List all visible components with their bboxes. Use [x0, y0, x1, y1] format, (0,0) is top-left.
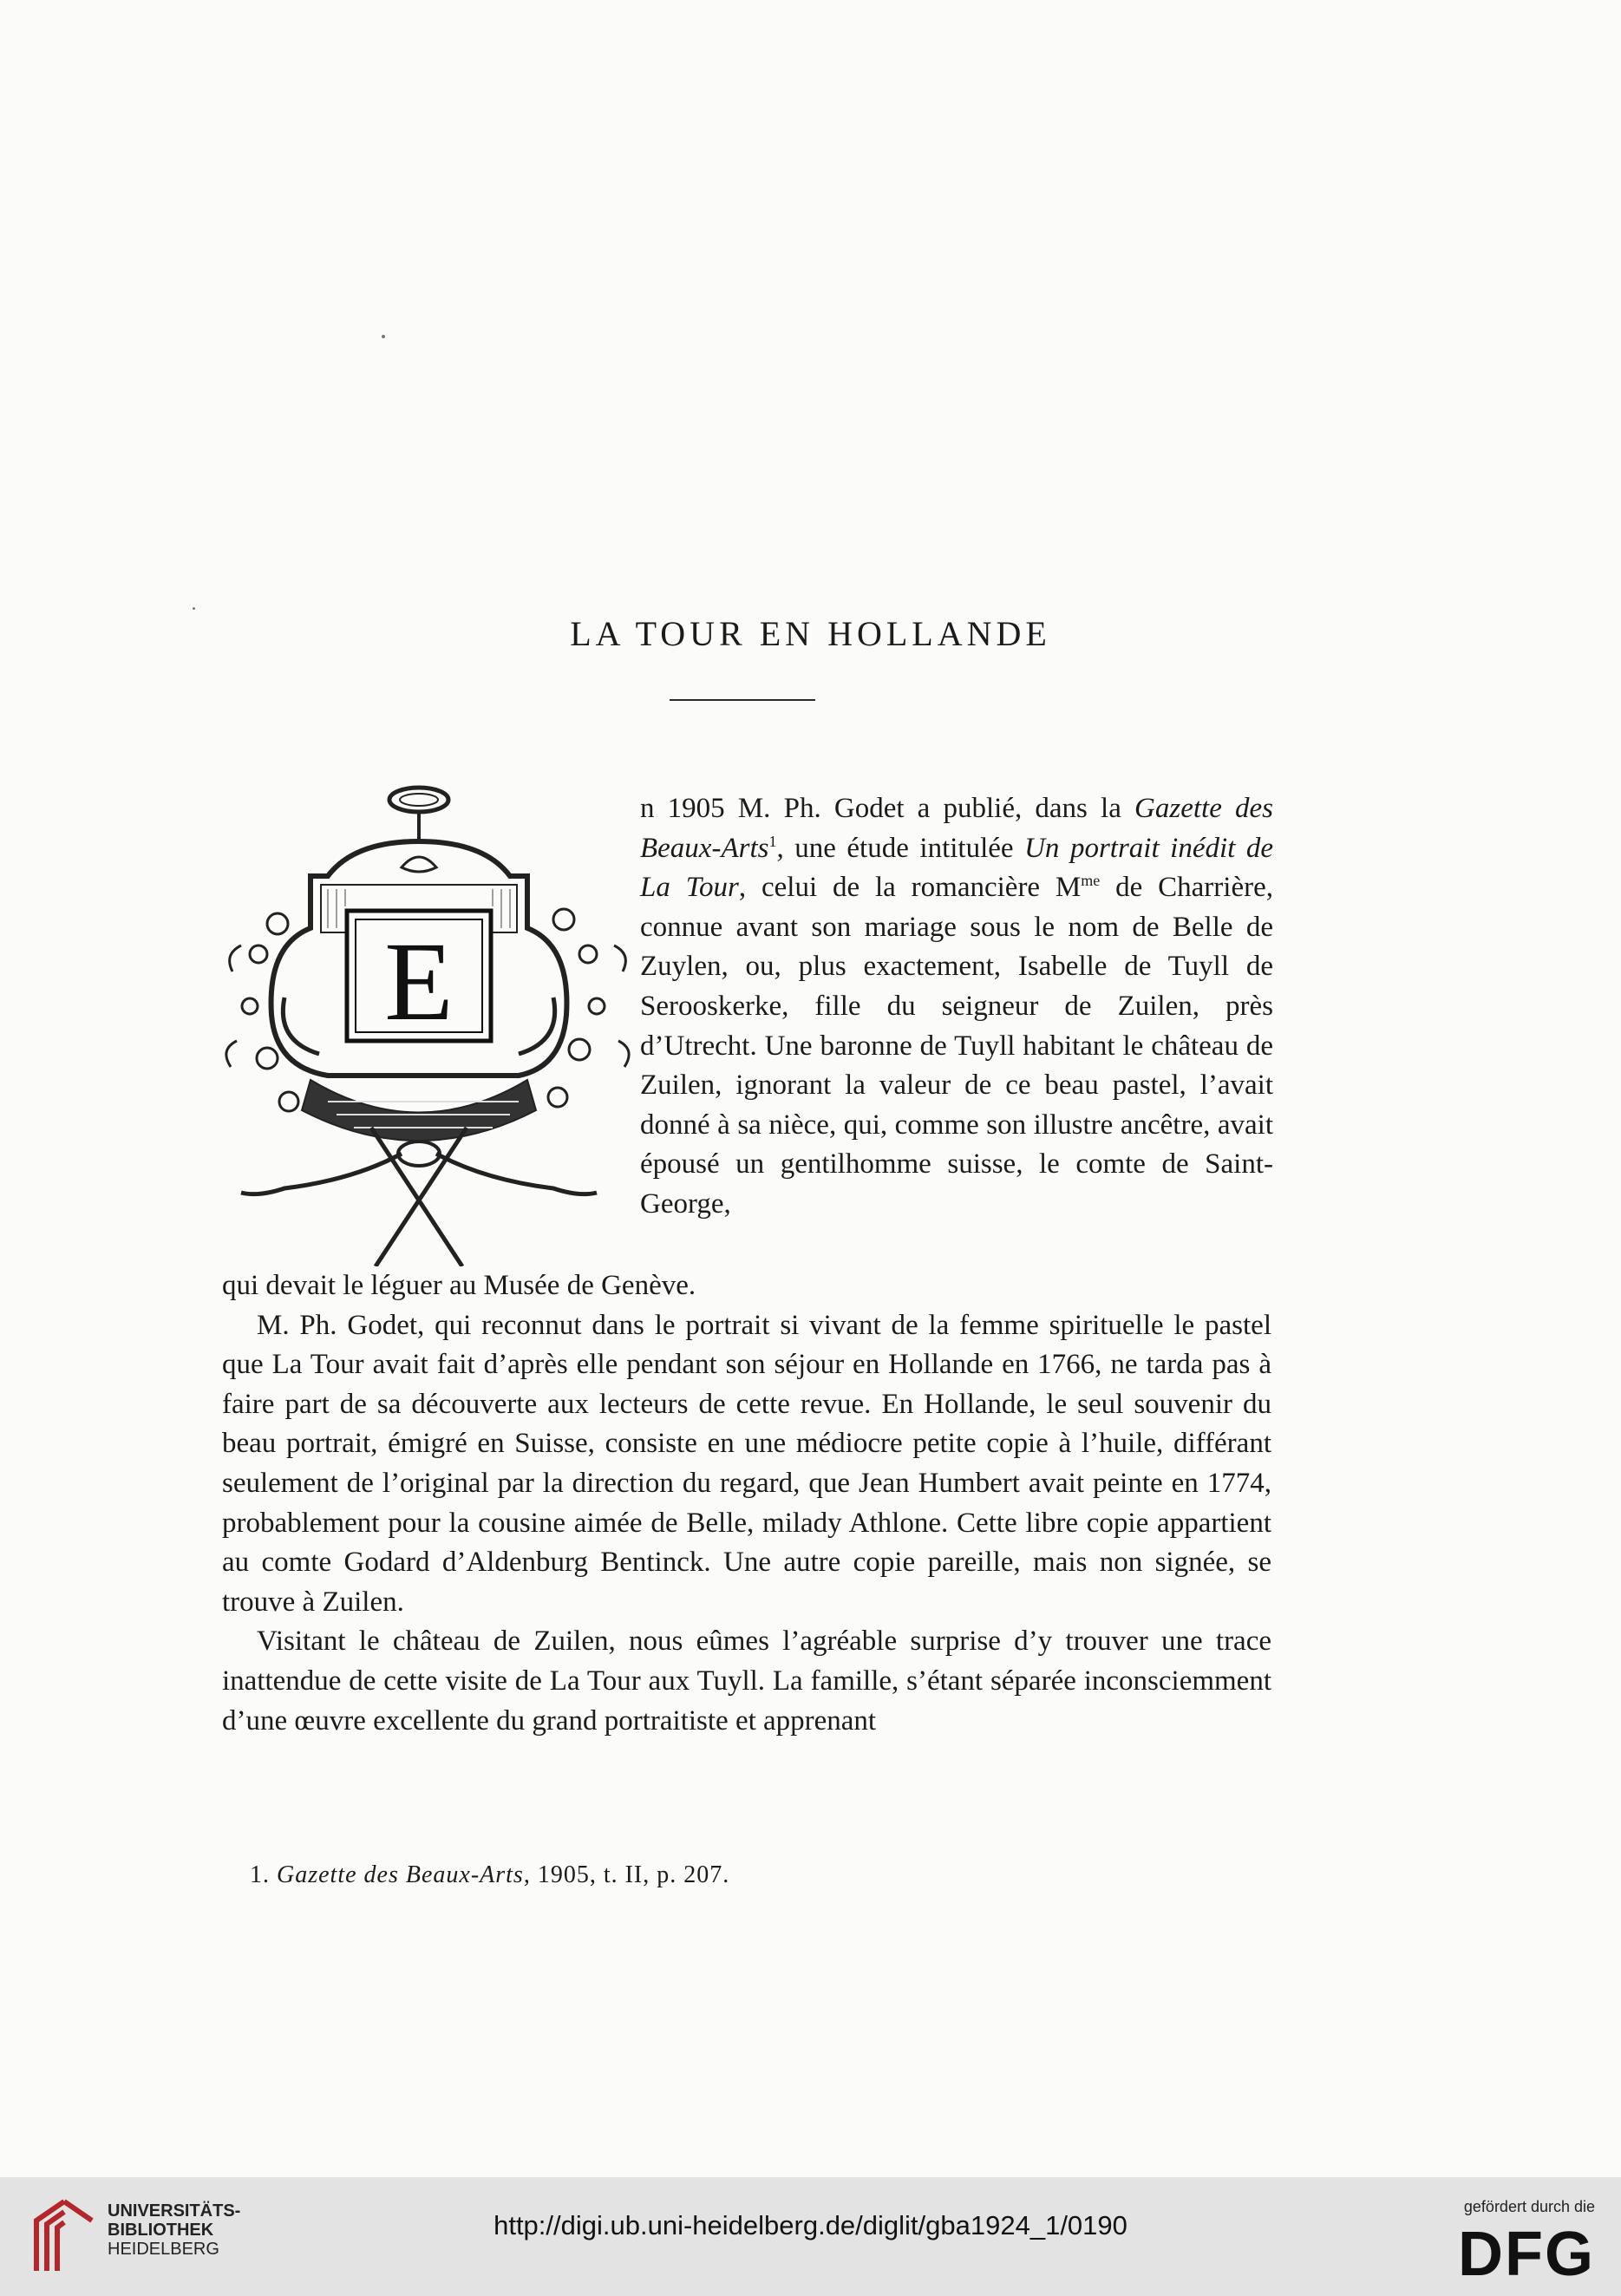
journal-title-italic: Gazette des Beaux-Arts — [640, 793, 1274, 864]
footnote-ref[interactable]: 1 — [768, 832, 777, 850]
paper-speck — [382, 335, 385, 338]
madame-superscript: me — [1081, 872, 1101, 890]
first-paragraph-mid: , une étude intitulée — [776, 832, 1025, 864]
body-text — [222, 1266, 1271, 1741]
drop-cap-letter: E — [384, 919, 454, 1044]
ornamental-initial — [224, 781, 631, 1266]
paper-speck — [193, 607, 195, 610]
dfg-logo[interactable]: DFG — [1458, 2220, 1595, 2289]
library-name-line-3: HEIDELBERG — [108, 2240, 219, 2259]
library-name-line-2: BIBLIOTHEK — [108, 2221, 214, 2240]
first-paragraph — [640, 789, 1273, 1225]
funding-note: gefördert durch die — [1463, 2198, 1595, 2215]
first-paragraph-continuation: qui devait le léguer au Musée de Genève. — [222, 1270, 696, 1301]
paragraph-3: Visitant le château de Zuilen, nous eûmes l’agréable surprise d’y trouver une trace inattendue de cette visite de La Tour aux Tuyll. La famille, s’étant séparée inconsciemment d’une œuvre excellente du grand portraitiste et apprenant — [222, 1626, 1271, 1737]
footnote-rest: , 1905, t. II, p. 207. — [523, 1861, 730, 1888]
title-rule — [670, 699, 815, 701]
permalink-url[interactable]: http://digi.ub.uni-heidelberg.de/diglit/gba1924_1/0190 — [493, 2210, 1128, 2240]
ornamental-frame-illustration — [224, 781, 631, 1266]
first-paragraph-rest-a: , celui de la romancière M — [738, 872, 1082, 904]
study-title-italic: Un portrait inédit de La Tour — [640, 832, 1273, 904]
first-paragraph-lead: n 1905 M. Ph. Godet a publié, dans la — [640, 793, 1135, 824]
paragraph-2: M. Ph. Godet, qui reconnut dans le portrait si vivant de la femme spirituelle le pastel que La Tour avait fait d’après elle pendant son séjour en Hollande en 1766, ne tarda pas à faire part de sa découverte aux lecteurs de cette revue. En Hollande, le seul souvenir du beau portrait, émigré en Suisse, consiste en une médiocre petite copie à l’huile, différant seulement de l’original par la direction du regard, que Jean Humbert avait peinte en 1774, probablement pour la cousine aimée de Belle, milady Athlone. Cette libre copie appartient au comte Godard d’Aldenburg Bentinck. Une autre copie pareille, mais non signée, se trouve à Zuilen. — [222, 1309, 1271, 1618]
first-paragraph-rest-b: de Charrière, connue avant son mariage sous le nom de Belle de Zuylen, ou, plus exactement, Isabelle de Tuyll de Serooskerke, fille du seigneur de Zuilen, près d’Utrecht. Une baronne de Tuyll habitant le château de Zuilen, ignorant la valeur de ce beau pastel, l’avait donné à sa nièce, qui, comme son illustre ancêtre, avait épousé un gentilhomme suisse, le comte de Saint-George, — [640, 872, 1273, 1220]
article-title: LA TOUR EN HOLLANDE — [570, 613, 1051, 653]
footnote — [250, 1861, 729, 1889]
library-name-line-1: UNIVERSITÄTS- — [108, 2201, 241, 2221]
footnote-journal-italic: Gazette des Beaux-Arts — [277, 1861, 524, 1888]
footnote-number: 1. — [250, 1861, 270, 1888]
